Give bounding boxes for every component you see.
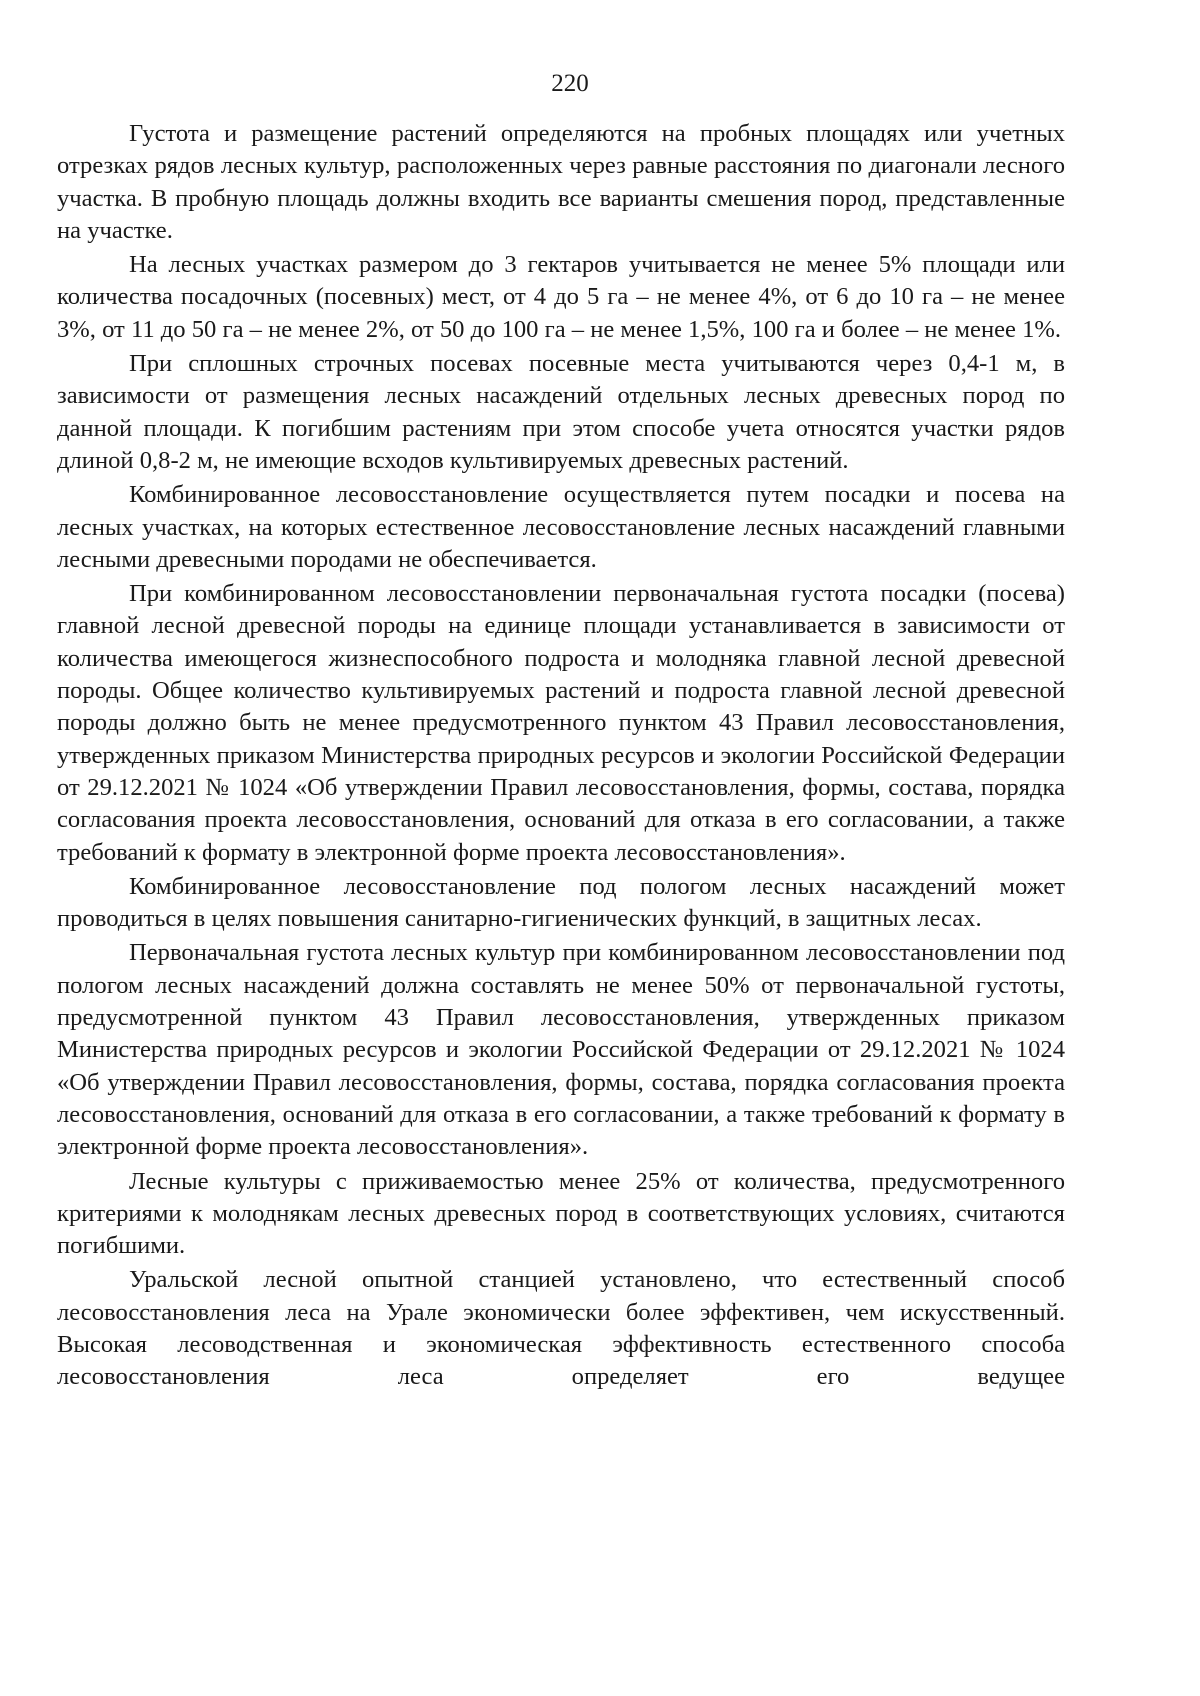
paragraph: Густота и размещение растений определяются на пробных площадях или учетных отрезках рядов лесных культур, расположенных через равные расстояния по диагонали лесного участка. В пробную площадь должны входить все варианты смешения пород, представленные на участке. <box>57 120 1065 244</box>
paragraph: При сплошных строчных посевах посевные места учитываются через 0,4-1 м, в зависимости от размещения лесных насаждений отдельных лесных древесных пород по данной площади. К погибшим растениям при этом способе учета относятся участки рядов длиной 0,8-2 м, не имеющие всходов культивируемых древесных растений. <box>57 350 1065 474</box>
paragraph: Комбинированное лесовосстановление под пологом лесных насаждений может проводиться в целях повышения санитарно-гигиенических функций, в защитных лесах. <box>57 872 1065 933</box>
paragraph: При комбинированном лесовосстановлении первоначальная густота посадки (посева) главной лесной древесной породы на единице площади устанавливается в зависимости от количества имеющегося жизнеспособного подроста и молодняка главной лесной древесной породы. Общее количество культивируемых растений и подроста главной лесной древесной породы должно быть не менее предусмотренного пунктом 43 Правил лесовосстановления, утвержденных приказом Министерства природных ресурсов и экологии Российской Федерации от 29.12.2021 № 1024 «Об утверждении Правил лесовосстановления, формы, состава, порядка согласования проекта лесовосстановления, оснований для отказа в его согласовании, а также требований к формату в электронной форме проекта лесовосстановления». <box>57 580 1065 866</box>
page-number: 220 <box>551 70 589 97</box>
paragraph: Комбинированное лесовосстановление осуществляется путем посадки и посева на лесных участках, на которых естественное лесовосстановление лесных насаждений главными лесными древесными породами не обеспечивается. <box>57 481 1065 573</box>
paragraph: Первоначальная густота лесных культур при комбинированном лесовосстановлении под пологом лесных насаждений должна составлять не менее 50% от первоначальной густоты, предусмотренной пунктом 43 Правил лесовосстановления, утвержденных приказом Министерства природных ресурсов и экологии Российской Федерации от 29.12.2021 № 1024 «Об утверждении Правил лесовосстановления, формы, состава, порядка согласования проекта лесовосстановления, оснований для отказа в его согласовании, а также требований к формату в электронной форме проекта лесовосстановления». <box>57 939 1065 1161</box>
body-text <box>57 118 1065 1394</box>
paragraph: Уральской лесной опытной станцией установлено, что естественный способ лесовосстановления леса на Урале экономически более эффективен, чем искусственный. Высокая лесоводственная и экономическая эффективность естественного способа лесовосстановления леса определяет его ведущее <box>57 1266 1065 1391</box>
paragraph: На лесных участках размером до 3 гектаров учитывается не менее 5% площади или количества посадочных (посевных) мест, от 4 до 5 га – не менее 4%, от 6 до 10 га – не менее 3%, от 11 до 50 га – не менее 2%, от 50 до 100 га – не менее 1,5%, 100 га и более – не менее 1%. <box>57 251 1065 343</box>
paragraph: Лесные культуры с приживаемостью менее 25% от количества, предусмотренного критериями к молоднякам лесных древесных пород в соответствующих условиях, считаются погибшими. <box>57 1167 1065 1260</box>
